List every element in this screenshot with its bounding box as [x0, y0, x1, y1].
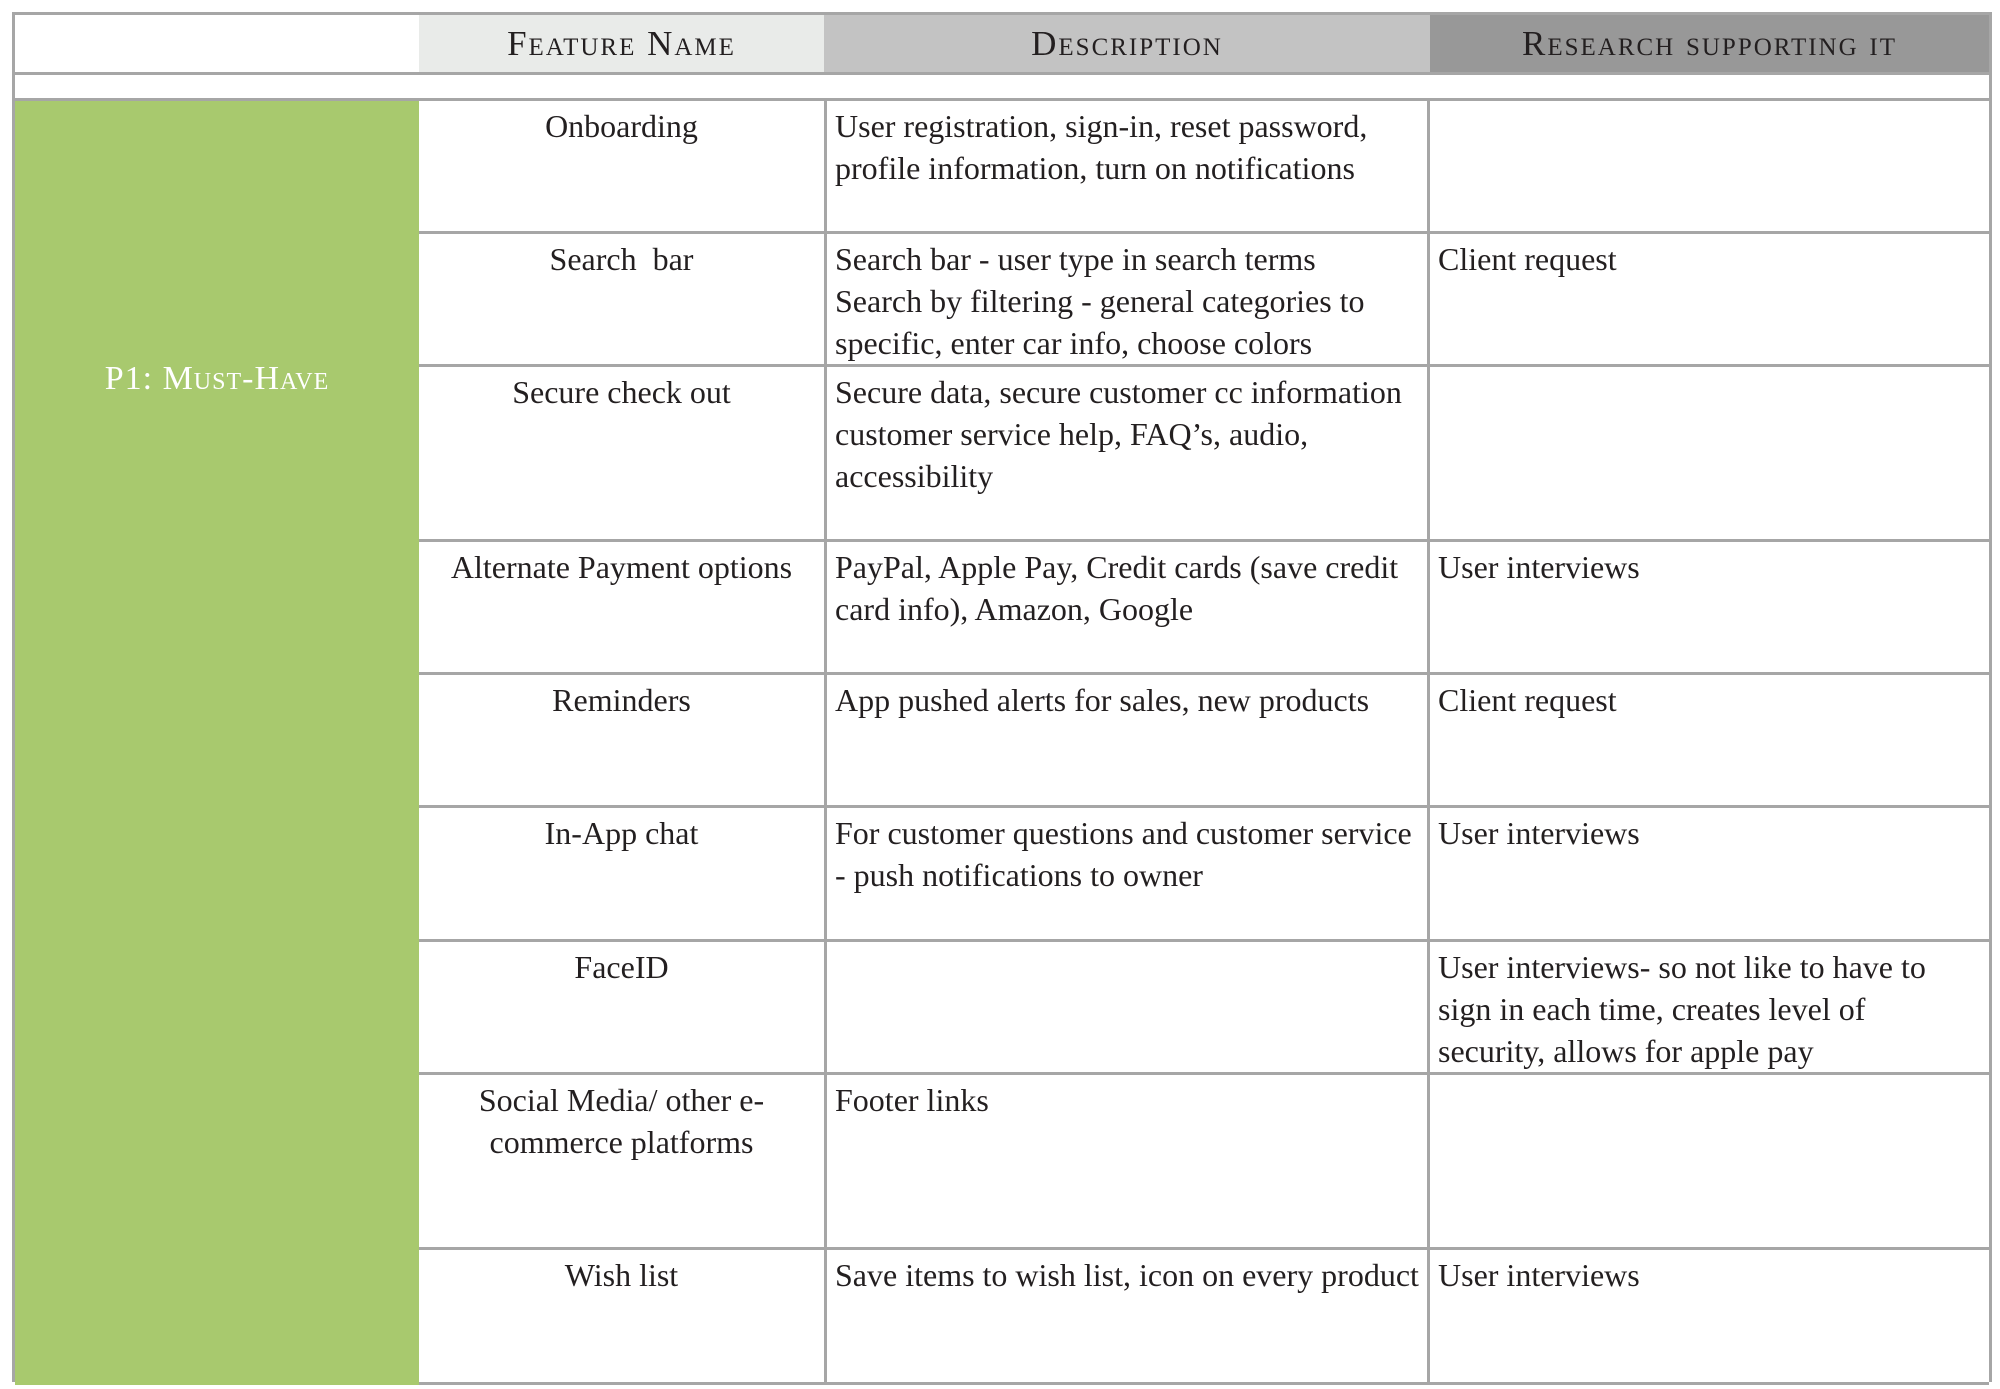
- description-cell: [824, 367, 1430, 539]
- table-row: [419, 1075, 1989, 1250]
- feature-name-cell: [419, 367, 824, 539]
- feature-name-cell: [419, 234, 824, 364]
- feature-name-text: Alternate Payment options: [450, 549, 793, 585]
- research-cell: [1430, 675, 1989, 805]
- description-cell: [824, 101, 1430, 231]
- table-row: [419, 942, 1989, 1075]
- feature-name-text: Reminders: [552, 682, 691, 718]
- research-cell: [1430, 234, 1989, 364]
- feature-name-text: Social Media/ other e-commerce platforms: [478, 1082, 765, 1160]
- research-cell: [1430, 942, 1989, 1072]
- description-cell: [824, 542, 1430, 672]
- research-text: User interviews- so not like to have to sign in each time, creates level of security, allows for apple pay: [1438, 949, 1934, 1069]
- research-cell: [1430, 1075, 1989, 1247]
- research-cell: [1430, 367, 1989, 539]
- feature-name-cell: [419, 942, 824, 1072]
- table-row: [419, 367, 1989, 542]
- description-text: App pushed alerts for sales, new products: [835, 682, 1370, 718]
- research-text: User interviews: [1438, 815, 1640, 851]
- research-cell: [1430, 1250, 1989, 1382]
- table-row: [419, 542, 1989, 675]
- feature-name-text: FaceID: [574, 949, 669, 985]
- feature-name-cell: [419, 808, 824, 939]
- feature-name-cell: [419, 675, 824, 805]
- table-row: [419, 1250, 1989, 1385]
- header-blank-cell: [15, 15, 419, 75]
- feature-name-cell: [419, 542, 824, 672]
- column-header-description: Description: [824, 15, 1430, 75]
- description-text: Secure data, secure customer cc information customer service help, FAQ’s, audio, accessibility: [835, 374, 1410, 494]
- research-cell: [1430, 542, 1989, 672]
- description-cell: [824, 675, 1430, 805]
- table-row: [419, 675, 1989, 808]
- feature-name-text: Onboarding: [545, 108, 698, 144]
- column-header-research: Research supporting it: [1430, 15, 1989, 75]
- description-text: Save items to wish list, icon on every product: [835, 1257, 1419, 1293]
- description-cell: [824, 1250, 1430, 1382]
- description-text: Search bar - user type in search terms Search by filtering - general categories to specific, enter car info, choose colors: [835, 241, 1365, 361]
- description-text: For customer questions and customer service - push notifications to owner: [835, 815, 1420, 893]
- research-text: User interviews: [1438, 549, 1640, 585]
- priority-label: P1: Must-Have: [104, 360, 330, 397]
- feature-name-text: Search bar: [549, 241, 694, 277]
- table-row: [419, 234, 1989, 367]
- header-spacer: [15, 75, 1989, 101]
- description-text: User registration, sign-in, reset password, profile information, turn on notifications: [835, 108, 1376, 186]
- column-header-feature-name: Feature Name: [419, 15, 824, 75]
- table-row: [419, 101, 1989, 234]
- research-cell: [1430, 101, 1989, 231]
- priority-band: [15, 101, 419, 1385]
- feature-name-text: Secure check out: [512, 374, 731, 410]
- feature-name-text: Wish list: [564, 1257, 679, 1293]
- description-text: Footer links: [835, 1082, 989, 1118]
- feature-name-cell: [419, 1075, 824, 1247]
- description-cell: [824, 808, 1430, 939]
- table-row: [419, 808, 1989, 942]
- description-text: PayPal, Apple Pay, Credit cards (save credit card info), Amazon, Google: [835, 549, 1407, 627]
- description-cell: [824, 234, 1430, 364]
- description-cell: [824, 942, 1430, 1072]
- description-cell: [824, 1075, 1430, 1247]
- feature-name-text: In-App chat: [544, 815, 699, 851]
- research-text: Client request: [1438, 682, 1617, 718]
- research-text: User interviews: [1438, 1257, 1640, 1293]
- research-cell: [1430, 808, 1989, 939]
- feature-name-cell: [419, 101, 824, 231]
- feature-name-cell: [419, 1250, 824, 1382]
- research-text: Client request: [1438, 241, 1617, 277]
